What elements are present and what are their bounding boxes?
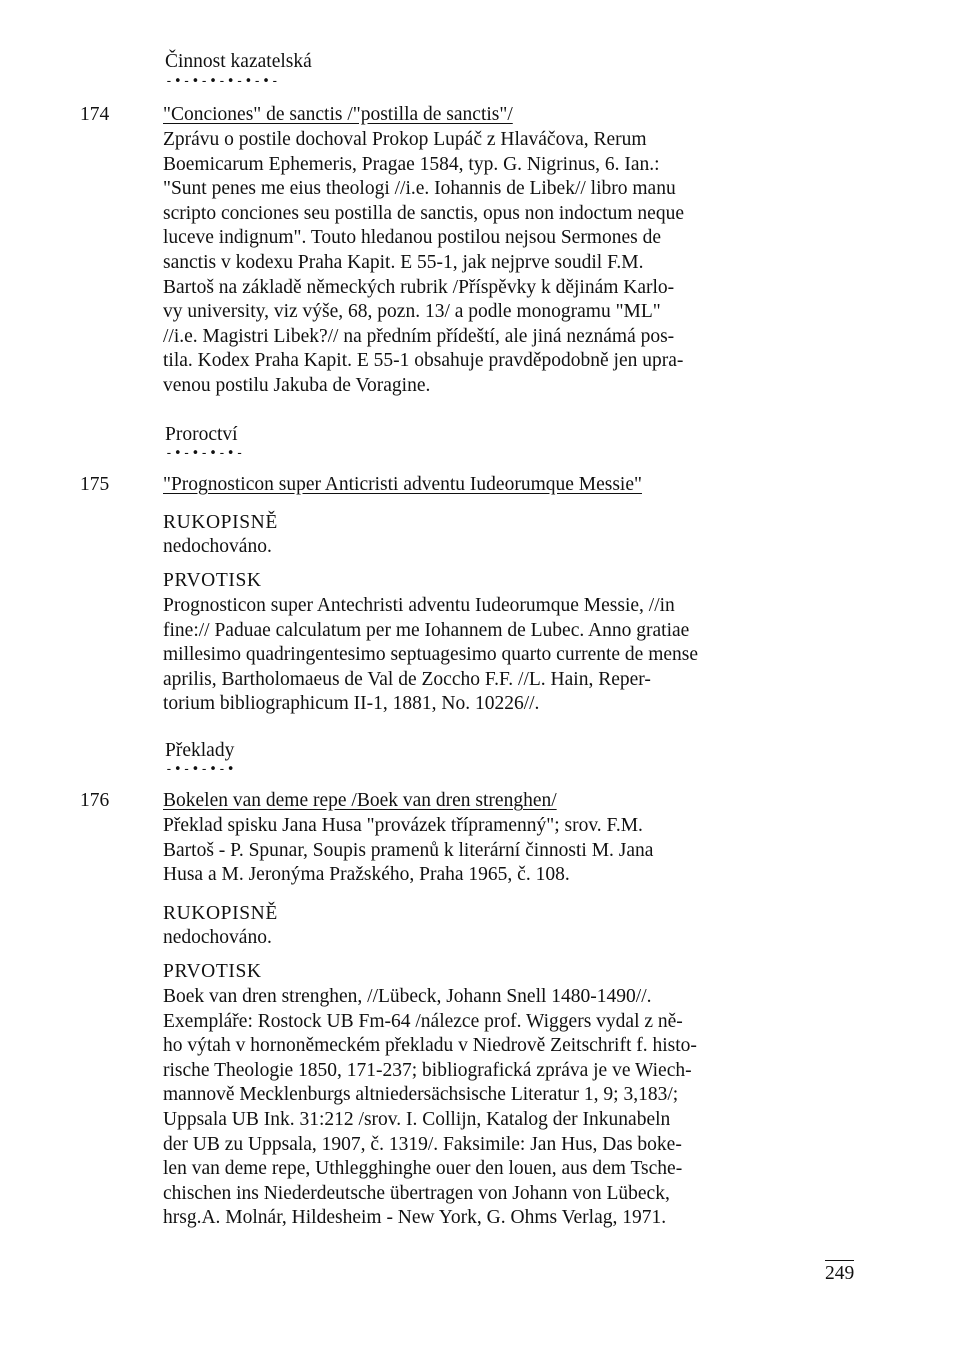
text-line: Bartoš - P. Spunar, Soupis pramenů k literární činnosti M. Jana — [163, 839, 654, 861]
text-line: ho výtah v hornoněmeckém překladu v Niedrově Zeitschrift f. histo- — [163, 1035, 697, 1057]
manuscript-text: nedochováno. — [163, 927, 272, 948]
section-divider: -•-•-•-•- — [165, 446, 245, 461]
entry-title: Bokelen van deme repe /Boek van dren strenghen/ — [163, 790, 557, 811]
text-line: torium bibliographicum II-1, 1881, No. 10226//. — [163, 693, 540, 715]
text-line: millesimo quadringentesimo septuagesimo quarto currente de mense — [163, 644, 699, 666]
text-line: scripto conciones seu postilla de sanctis, opus non indoctum neque — [163, 202, 684, 224]
text-line: Husa a M. Jeronýma Pražského, Praha 1965, č. 108. — [163, 864, 570, 886]
print-label: PRVOTISK — [163, 570, 262, 591]
entry-title: "Conciones" de sanctis /"postilla de sanctis"/ — [163, 104, 513, 125]
entry-text — [163, 814, 883, 888]
manuscript-text: nedochováno. — [163, 536, 272, 557]
section-divider: -•-•-•-•-•-•- — [165, 74, 280, 89]
text-line: Uppsala UB Ink. 31:212 /srov. I. Collijn, Katalog der Inkunabeln — [163, 1108, 671, 1130]
section-heading: Činnost kazatelská — [165, 51, 312, 72]
entry-number: 174 — [80, 104, 110, 125]
text-line: //i.e. Magistri Libek?// na předním přídeští, ale jiná neznámá pos- — [163, 325, 675, 347]
text-line: Zprávu o postile dochoval Prokop Lupáč z Hlaváčova, Rerum — [163, 129, 647, 150]
print-text — [163, 594, 883, 717]
text-line: fine:// Paduae calculatum per me Iohannem de Lubec. Anno gratiae — [163, 619, 690, 641]
text-line: der UB zu Uppsala, 1907, č. 1319/. Faksimile: Jan Hus, Das boke- — [163, 1133, 682, 1155]
text-line: rische Theologie 1850, 171-237; bibliografická zpráva je ve Wiech- — [163, 1059, 692, 1081]
page-number: 249 — [825, 1260, 854, 1287]
text-line: mannově Mecklenburgs altniedersächsische Literatur 1, 9; 3,183/; — [163, 1084, 679, 1106]
print-text — [163, 985, 883, 1231]
section-heading: Proroctví — [165, 424, 238, 445]
print-label: PRVOTISK — [163, 961, 262, 982]
text-line: luceve indignum". Touto hledanou postilou nejsou Sermones de — [163, 227, 662, 249]
text-line: len van deme repe, Uthlegghinghe ouer den louen, aus dem Tsche- — [163, 1158, 683, 1180]
entry-title: "Prognosticon super Anticristi adventu Iudeorumque Messie" — [163, 474, 642, 495]
text-line: chischen ins Niederdeutsche übertragen von Johann von Lübeck, — [163, 1182, 670, 1204]
section-divider: -•-•-•-• — [165, 762, 236, 777]
text-line: venou postilu Jakuba de Voragine. — [163, 374, 431, 396]
text-line: tila. Kodex Praha Kapit. E 55-1 obsahuje pravděpodobně jen upra- — [163, 350, 684, 372]
manuscript-label: RUKOPISNĚ — [163, 512, 278, 533]
text-line: vy university, viz výše, 68, pozn. 13/ a podle monogramu "ML" — [163, 301, 661, 323]
manuscript-label: RUKOPISNĚ — [163, 903, 278, 924]
text-line: "Sunt penes me eius theologi //i.e. Iohannis de Libek// libro manu — [163, 178, 676, 200]
section-heading: Překlady — [165, 740, 235, 761]
entry-text — [163, 128, 883, 399]
text-line: sanctis v kodexu Praha Kapit. E 55-1, jak nejprve soudil F.M. — [163, 251, 644, 273]
text-line: Boek van dren strenghen, //Lübeck, Johann Snell 1480-1490//. — [163, 986, 652, 1007]
entry-number: 175 — [80, 474, 110, 495]
text-line: Bartoš na základě německých rubrik /Příspěvky k dějinám Karlo- — [163, 276, 675, 298]
text-line: aprilis, Bartholomaeus de Val de Zoccho F.F. //L. Hain, Reper- — [163, 668, 651, 690]
text-line: Boemicarum Ephemeris, Pragae 1584, typ. G. Nigrinus, 6. Ian.: — [163, 153, 660, 175]
text-line: hrsg.A. Molnár, Hildesheim - New York, G. Ohms Verlag, 1971. — [163, 1207, 667, 1229]
text-line: Exempláře: Rostock UB Fm-64 /nálezce prof. Wiggers vydal z ně- — [163, 1010, 683, 1032]
text-line: Prognosticon super Antechristi adventu Iudeorumque Messie, //in — [163, 595, 675, 616]
entry-number: 176 — [80, 790, 110, 811]
text-line: Překlad spisku Jana Husa "provázek třípramenný"; srov. F.M. — [163, 815, 643, 836]
